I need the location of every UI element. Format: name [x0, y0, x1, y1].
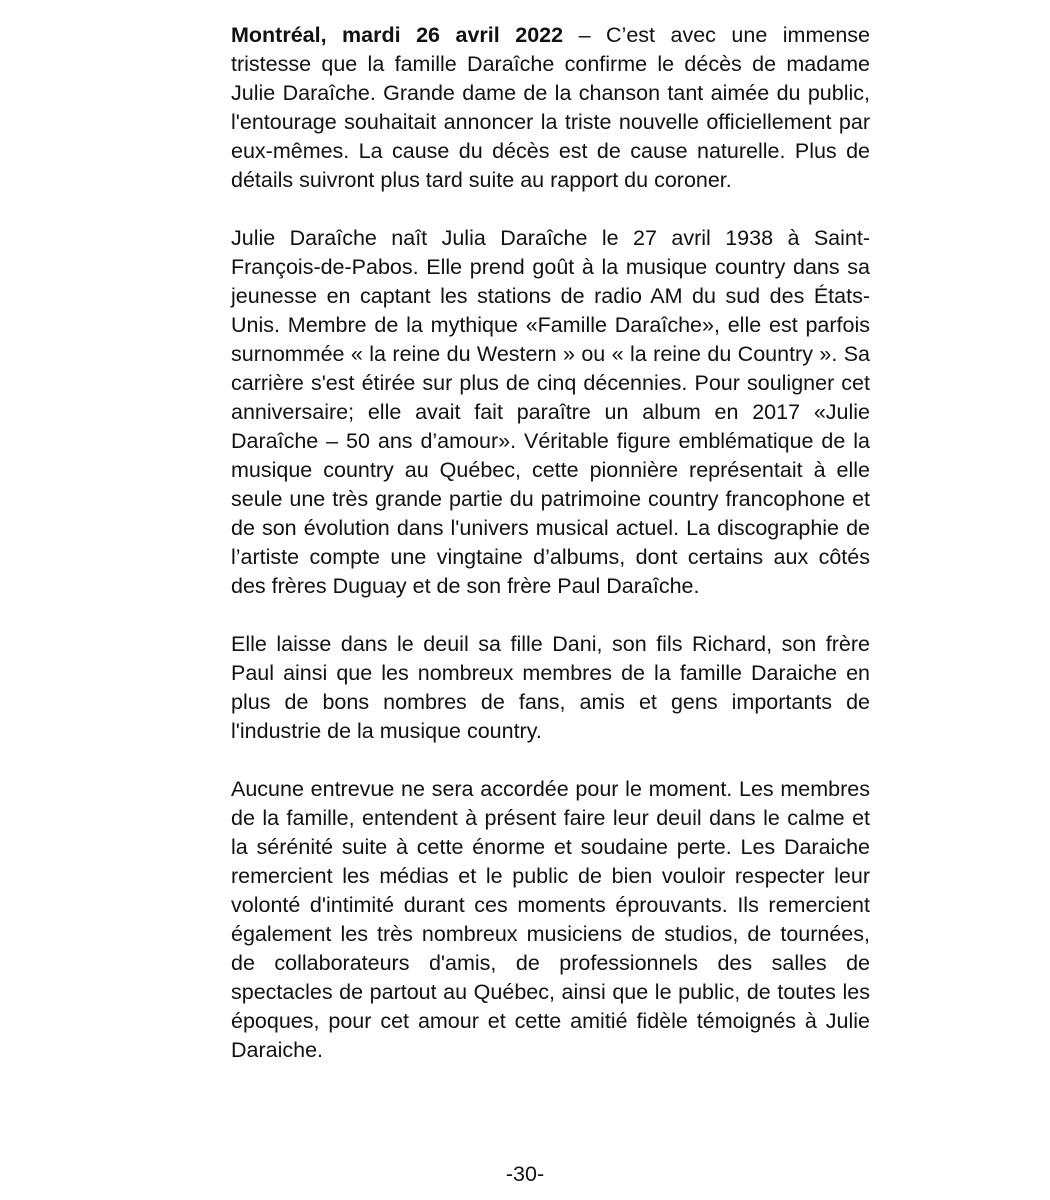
end-marker: -30-	[505, 1162, 545, 1186]
opening-paragraph	[231, 21, 870, 195]
closing-paragraph: Aucune entrevue ne sera accordée pour le moment. Les membres de la famille, entendent à présent faire leur deuil dans le calme et la sérénité suite à cette énorme et soudaine perte. Les Daraiche remercient les médias et le public de bien vouloir respecter leur volonté d'intimité durant ces moments éprouvants. Ils remercient également les très nombreux musiciens de studios, de tournées, de collaborateurs d'amis, de professionnels des salles de spectacles de partout au Québec, ainsi que le public, de toutes les époques, pour cet amour et cette amitié fidèle témoignés à Julie Daraiche.	[231, 777, 870, 1062]
dateline: Montréal, mardi 26 avril 2022	[231, 23, 564, 47]
opening-text: – C’est avec une immense tristesse que la famille Daraîche confirme le décès de madame Julie Daraîche. Grande dame de la chanson tant aimée du public, l'entourage souhaitait annoncer la triste nouvelle officiellement par eux-mêmes. La cause du décès est de cause naturelle. Plus de détails suivront plus tard suite au rapport du coroner.	[231, 23, 871, 192]
press-release-body	[231, 21, 870, 1065]
biography-paragraph: Julie Daraîche naît Julia Daraîche le 27 avril 1938 à Saint-François-de-Pabos. Elle prend goût à la musique country dans sa jeunesse en captant les stations de radio AM du sud des États-Unis. Membre de la mythique «Famille Daraîche», elle est parfois surnommée « la reine du Western » ou « la reine du Country ». Sa carrière s'est étirée sur plus de cinq décennies. Pour souligner cet anniversaire; elle avait fait paraître un album en 2017 «Julie Daraîche – 50 ans d’amour». Véritable figure emblématique de la musique country au Québec, cette pionnière représentait à elle seule une très grande partie du patrimoine country francophone et de son évolution dans l'univers musical actuel. La discographie de l’artiste compte une vingtaine d’albums, dont certains aux côtés des frères Duguay et de son frère Paul Daraîche.	[231, 226, 870, 598]
survivors-paragraph: Elle laisse dans le deuil sa fille Dani, son fils Richard, son frère Paul ainsi que les nombreux membres de la famille Daraiche en plus de bons nombres de fans, amis et gens importants de l'industrie de la musique country.	[231, 632, 870, 743]
